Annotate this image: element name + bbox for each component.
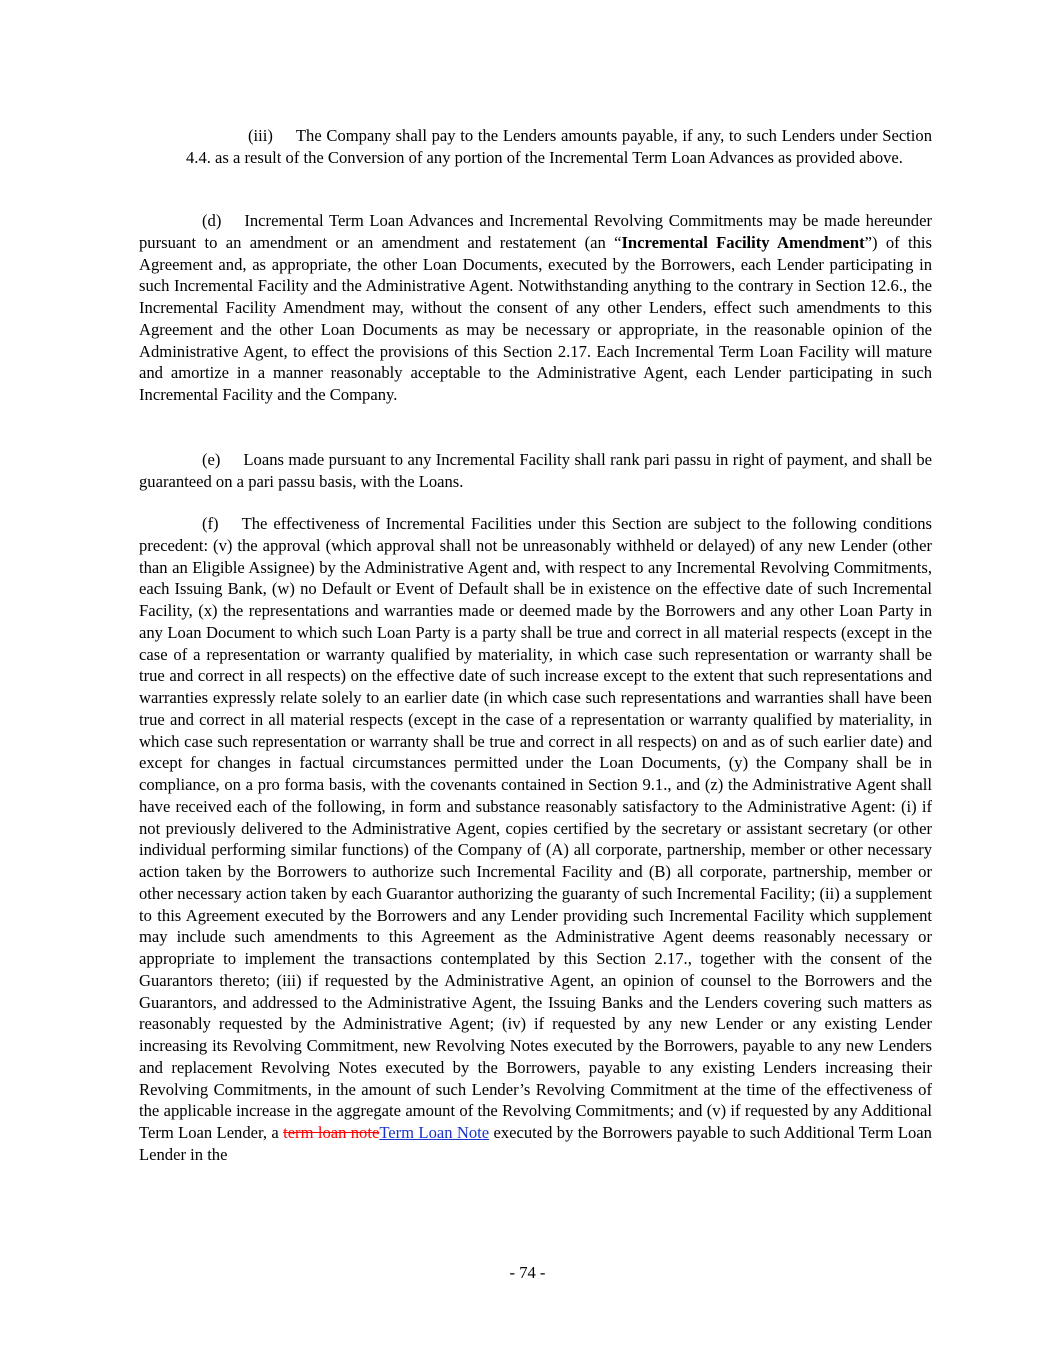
paragraph-f-label: (f): [202, 514, 219, 533]
paragraph-d: [139, 210, 932, 406]
paragraph-iii-label: (iii): [248, 126, 273, 145]
defined-term-incremental-facility-amendment: Incremental Facility Amendment: [621, 232, 865, 252]
paragraph-d-text-after: ”) of this Agreement and, as appropriate, the other Loan Documents, executed by the Borrowers, each Lender participating in such Incremental Facility and the Administrative Agent. Notwithstanding anything to the contrary in Section 12.6., the Incremental Facility Amendment may, without the consent of any other Lenders, effect such amendments to this Agreement and the other Loan Documents as may be necessary or appropriate, in the reasonable opinion of the Administrative Agent, to effect the provisions of this Section 2.17. Each Incremental Term Loan Facility will mature and amortize in a manner reasonably acceptable to the Administrative Agent, each Lender participating in such Incremental Facility and the Company.: [139, 232, 932, 404]
paragraph-e-label: (e): [202, 450, 221, 469]
paragraph-e: [139, 449, 932, 493]
paragraph-f-text-after: executed by the Borrowers payable to such Additional Term Loan Lender in the: [139, 1123, 932, 1164]
paragraph-e-text: Loans made pursuant to any Incremental Facility shall rank pari passu in right of payment, and shall be guaranteed on a pari passu basis, with the Loans.: [139, 450, 932, 491]
page-number: - 74 -: [509, 1263, 546, 1282]
paragraph-d-label: (d): [202, 211, 222, 230]
inserted-text-redline: Term Loan Note: [379, 1123, 490, 1142]
deleted-text-redline: term loan note: [283, 1123, 380, 1142]
paragraph-f-text: The effectiveness of Incremental Facilities under this Section are subject to the following conditions precedent: (v) the approval (which approval shall not be unreasonably withheld or delayed) of any new Lender (other than an Eligible Assignee) by the Administrative Agent and, with respect to any Incremental Revolving Commitments, each Issuing Bank, (w) no Default or Event of Default shall be in existence on the effective date of such Incremental Facility, (x) the representations and warranties made or deemed made by the Borrowers and any other Loan Party in any Loan Document to which such Loan Party is a party shall be true and correct in all material respects (except in the case of a representation or warranty qualified by materiality, in which case such representation or warranty shall be true and correct in all respects) on the effective date of such increase except to the extent that such representations and warranties expressly relate solely to an earlier date (in which case such representations and warranties shall have been true and correct in all material respects (except in the case of a representation or warranty qualified by materiality, in which case such representation or warranty shall be true and correct in all respects) on and as of such earlier date) and except for changes in factual circumstances permitted under the Loan Documents, (y) the Company shall be in compliance, on a pro forma basis, with the covenants contained in Section 9.1., and (z) the Administrative Agent shall have received each of the following, in form and substance reasonably satisfactory to the Administrative Agent: (i) if not previously delivered to the Administrative Agent, copies certified by the secretary or assistant secretary (or other individual performing similar functions) of the Company of (A) all corporate, partnership, member or other necessary action taken by the Borrowers to authorize such Incremental Facility and (B) all corporate, partnership, member or other necessary action taken by each Guarantor authorizing the guaranty of such Incremental Facility; (ii) a supplement to this Agreement executed by the Borrowers and any Lender providing such Incremental Facility which supplement may include such amendments to this Agreement as the Administrative Agent deems reasonably necessary or appropriate to implement the transactions contemplated by this Section 2.17., together with the consent of the Guarantors thereto; (iii) if requested by the Administrative Agent, an opinion of counsel to the Borrowers and the Guarantors, and addressed to the Administrative Agent, the Issuing Banks and the Lenders covering such matters as reasonably requested by the Administrative Agent; (iv) if requested by any new Lender or any existing Lender increasing its Revolving Commitment, new Revolving Notes executed by the Borrowers, payable to any new Lenders and replacement Revolving Notes executed by the Borrowers, payable to any existing Lenders increasing their Revolving Commitments, in the amount of such Lender’s Revolving Commitment at the time of the effectiveness of the applicable increase in the aggregate amount of the Revolving Commitments; and (v) if requested by any Additional Term Loan Lender, a: [139, 514, 932, 1142]
paragraph-f: [139, 513, 932, 1166]
paragraph-iii-text: The Company shall pay to the Lenders amounts payable, if any, to such Lenders under Section 4.4. as a result of the Conversion of any portion of the Incremental Term Loan Advances as provided above.: [186, 126, 932, 167]
paragraph-d-text-before: Incremental Term Loan Advances and Incremental Revolving Commitments may be made hereunder pursuant to an amendment or an amendment and restatement (an “: [139, 211, 932, 252]
paragraph-iii: [186, 125, 932, 169]
